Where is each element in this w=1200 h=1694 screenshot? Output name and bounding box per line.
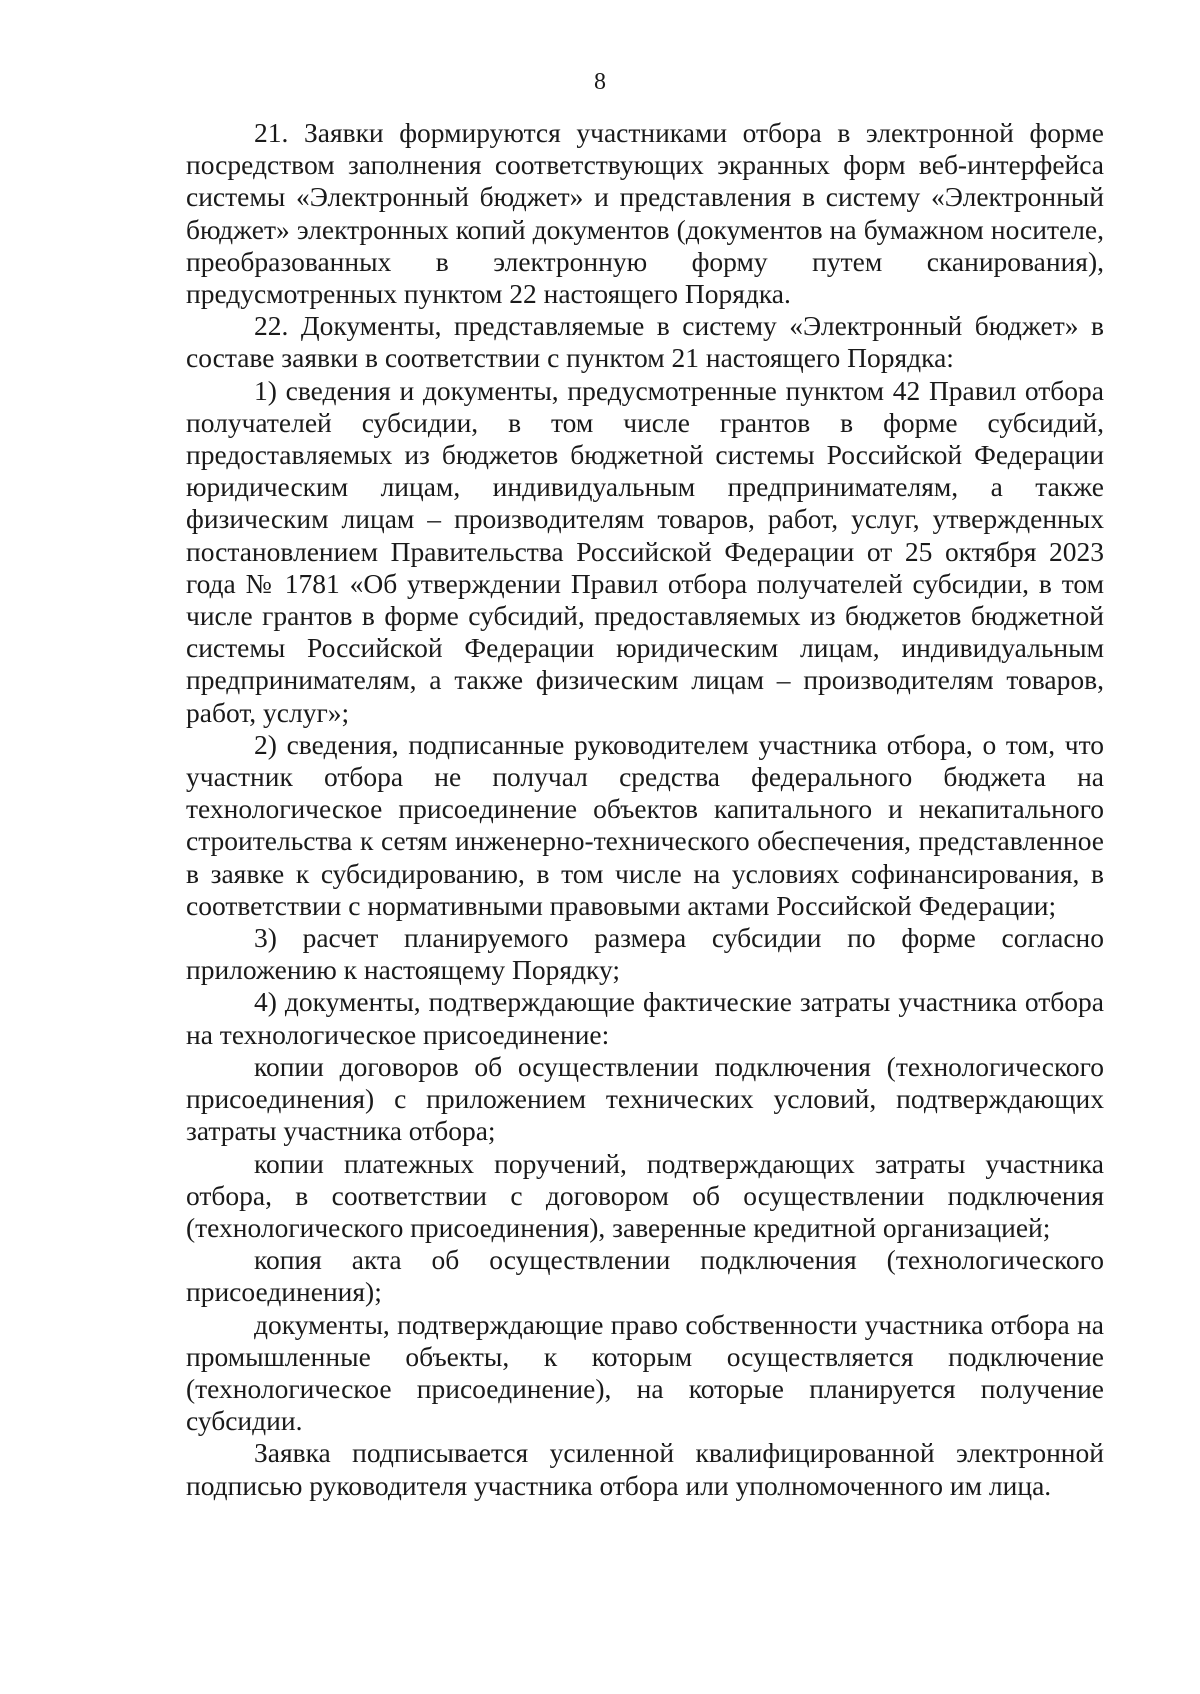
paragraph-22: 22. Документы, представляемые в систему «Электронный бюджет» в составе заявки в соответствии с пунктом 21 настоящего Порядка:: [186, 310, 1104, 374]
list-item-2: 2) сведения, подписанные руководителем участника отбора, о том, что участник отбора не получал средства федерального бюджета на технологическое присоединение объектов капитального и некапитального строительства к сетям инженерно-технического обеспечения, представленное в заявке к субсидированию, в том числе на условиях софинансирования, в соответствии с нормативными правовыми актами Российской Федерации;: [186, 728, 1104, 921]
list-item-3: 3) расчет планируемого размера субсидии по форме согласно приложению к настоящему Порядку;: [186, 922, 1104, 986]
sub-item-contracts: копии договоров об осуществлении подключения (технологического присоединения) с приложением технических условий, подтверждающих затраты участника отбора;: [186, 1050, 1104, 1147]
document-body: [186, 117, 1104, 1502]
list-item-4: 4) документы, подтверждающие фактические затраты участника отбора на технологическое присоединение:: [186, 986, 1104, 1050]
sub-item-connection-act: копия акта об осуществлении подключения (технологического присоединения);: [186, 1244, 1104, 1308]
list-item-1: 1) сведения и документы, предусмотренные пунктом 42 Правил отбора получателей субсидии, в том числе грантов в форме субсидий, предоставляемых из бюджетов бюджетной системы Российской Федерации юридическим лицам, индивидуальным предпринимателям, а также физическим лицам – производителям товаров, работ, услуг, утвержденных постановлением Правительства Российской Федерации от 25 октября 2023 года № 1781 «Об утверждении Правил отбора получателей субсидии, в том числе грантов в форме субсидий, предоставляемых из бюджетов бюджетной системы Российской Федерации юридическим лицам, индивидуальным предпринимателям, а также физическим лицам – производителям товаров, работ, услуг»;: [186, 374, 1104, 728]
page-number: 8: [594, 69, 606, 95]
closing-paragraph: Заявка подписывается усиленной квалифицированной электронной подписью руководителя участника отбора или уполномоченного им лица.: [186, 1437, 1104, 1501]
sub-item-ownership-documents: документы, подтверждающие право собственности участника отбора на промышленные объекты, к которым осуществляется подключение (технологическое присоединение), на которые планируется получение субсидии.: [186, 1308, 1104, 1437]
sub-item-payment-orders: копии платежных поручений, подтверждающих затраты участника отбора, в соответствии с договором об осуществлении подключения (технологического присоединения), заверенные кредитной организацией;: [186, 1147, 1104, 1243]
paragraph-21: 21. Заявки формируются участниками отбора в электронной форме посредством заполнения соответствующих экранных форм веб-интерфейса системы «Электронный бюджет» и представления в систему «Электронный бюджет» электронных копий документов (документов на бумажном носителе, преобразованных в электронную форму путем сканирования), предусмотренных пунктом 22 настоящего Порядка.: [186, 117, 1104, 310]
